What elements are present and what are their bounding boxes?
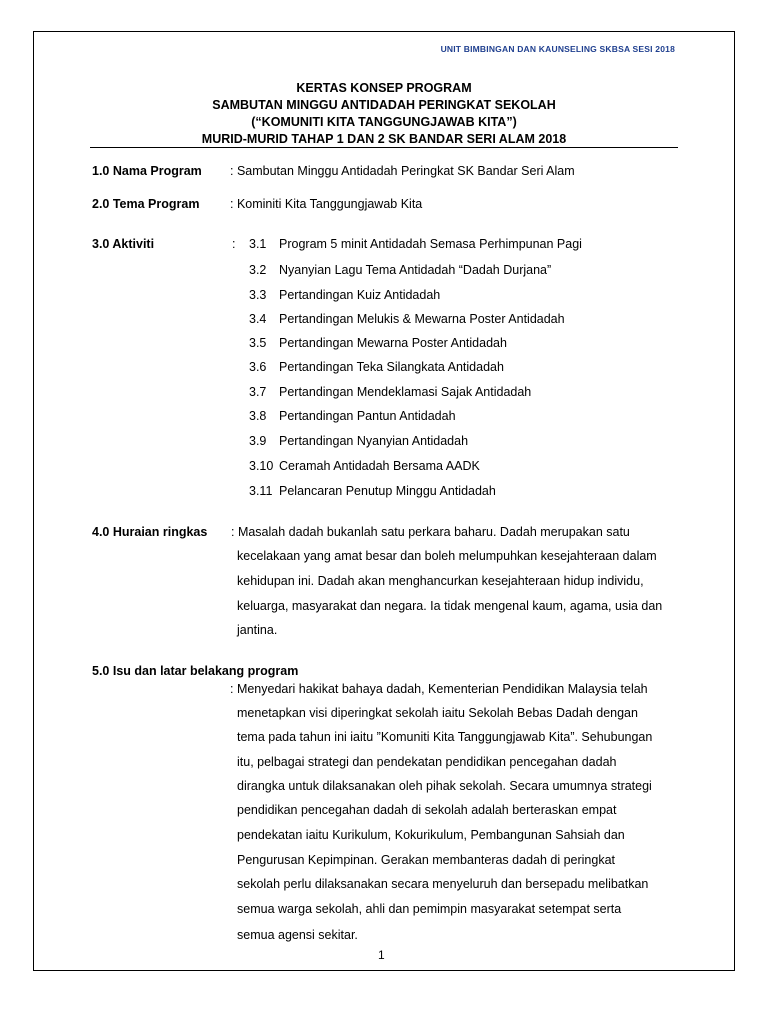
activity-text: Pertandingan Teka Silangkata Antidadah [279, 360, 504, 374]
section-huraian-label: 4.0 Huraian ringkas [92, 525, 208, 539]
huraian-line: kecelakaan yang amat besar dan boleh melumpuhkan kesejahteraan dalam [237, 549, 657, 563]
activity-text: Pertandingan Kuiz Antidadah [279, 288, 441, 302]
isu-line: itu, pelbagai strategi dan pendekatan pendidikan pencegahan dadah [237, 755, 617, 769]
title-divider [90, 147, 678, 148]
huraian-line: jantina. [237, 623, 278, 637]
isu-line: : Menyedari hakikat bahaya dadah, Kementerian Pendidikan Malaysia telah [230, 682, 648, 696]
section-isu-label: 5.0 Isu dan latar belakang program [92, 664, 299, 678]
huraian-line: keluarga, masyarakat dan negara. Ia tidak mengenal kaum, agama, usia dan [237, 599, 663, 613]
activity-number: 3.4 [249, 312, 267, 326]
activity-text: Pertandingan Nyanyian Antidadah [279, 434, 469, 448]
activity-number: 3.10 [249, 459, 274, 473]
activity-number: 3.2 [249, 263, 267, 277]
isu-line: pendekatan iaitu Kurikulum, Kokurikulum, Pembangunan Sahsiah dan [237, 828, 625, 842]
isu-line: dirangka untuk dilaksanakan oleh pihak sekolah. Secara umumnya strategi [237, 779, 652, 793]
isu-line: tema pada tahun ini iaitu ”Komuniti Kita Tanggungjawab Kita”. Sehubungan [237, 730, 653, 744]
activity-text: Pertandingan Mendeklamasi Sajak Antidadah [279, 385, 532, 399]
isu-line: sekolah perlu dilaksanakan secara menyeluruh dan bersepadu melibatkan [237, 877, 649, 891]
title-line-3: (“KOMUNITI KITA TANGGUNGJAWAB KITA”) [251, 115, 517, 129]
section-tema-label: 2.0 Tema Program [92, 197, 200, 211]
activity-number: 3.8 [249, 409, 267, 423]
activity-text: Ceramah Antidadah Bersama AADK [279, 459, 480, 473]
huraian-line: kehidupan ini. Dadah akan menghancurkan kesejahteraan hidup individu, [237, 574, 644, 588]
isu-line: pendidikan pencegahan dadah di sekolah adalah berteraskan empat [237, 803, 617, 817]
section-nama-label: 1.0 Nama Program [92, 164, 202, 178]
activity-number: 3.3 [249, 288, 267, 302]
activity-text: Program 5 minit Antidadah Semasa Perhimpunan Pagi [279, 237, 582, 251]
huraian-line: : Masalah dadah bukanlah satu perkara baharu. Dadah merupakan satu [231, 525, 630, 539]
section-aktiviti-label: 3.0 Aktiviti [92, 237, 155, 251]
page-number: 1 [378, 948, 385, 962]
activity-number: 3.5 [249, 336, 267, 350]
document-title [90, 80, 678, 148]
section-aktiviti-colon: : [232, 237, 236, 251]
header-unit-label: UNIT BIMBINGAN DAN KAUNSELING SKBSA SESI 2018 [440, 44, 675, 54]
section-nama-value: : Sambutan Minggu Antidadah Peringkat SK Bandar Seri Alam [230, 164, 575, 178]
title-line-4: MURID-MURID TAHAP 1 DAN 2 SK BANDAR SERI ALAM 2018 [201, 132, 567, 146]
title-line-2: SAMBUTAN MINGGU ANTIDADAH PERINGKAT SEKOLAH [212, 98, 556, 112]
isu-line: semua agensi sekitar. [237, 928, 358, 942]
activity-text: Pertandingan Mewarna Poster Antidadah [279, 336, 507, 350]
activity-number: 3.9 [249, 434, 267, 448]
isu-line: Pengurusan Kepimpinan. Gerakan membanteras dadah di peringkat [237, 853, 616, 867]
isu-line: semua warga sekolah, ahli dan pemimpin masyarakat setempat serta [237, 902, 622, 916]
isu-line: menetapkan visi diperingkat sekolah iaitu Sekolah Bebas Dadah dengan [237, 706, 638, 720]
activity-text: Pertandingan Pantun Antidadah [279, 409, 456, 423]
activity-text: Pelancaran Penutup Minggu Antidadah [279, 484, 496, 498]
activity-text: Pertandingan Melukis & Mewarna Poster Antidadah [279, 312, 565, 326]
activity-number: 3.1 [249, 237, 267, 251]
section-tema-value: : Kominiti Kita Tanggungjawab Kita [230, 197, 423, 211]
activity-number: 3.7 [249, 385, 267, 399]
activity-number: 3.6 [249, 360, 267, 374]
activity-number: 3.11 [249, 484, 273, 498]
title-line-1: KERTAS KONSEP PROGRAM [296, 81, 472, 95]
activity-text: Nyanyian Lagu Tema Antidadah “Dadah Durjana” [279, 263, 552, 277]
